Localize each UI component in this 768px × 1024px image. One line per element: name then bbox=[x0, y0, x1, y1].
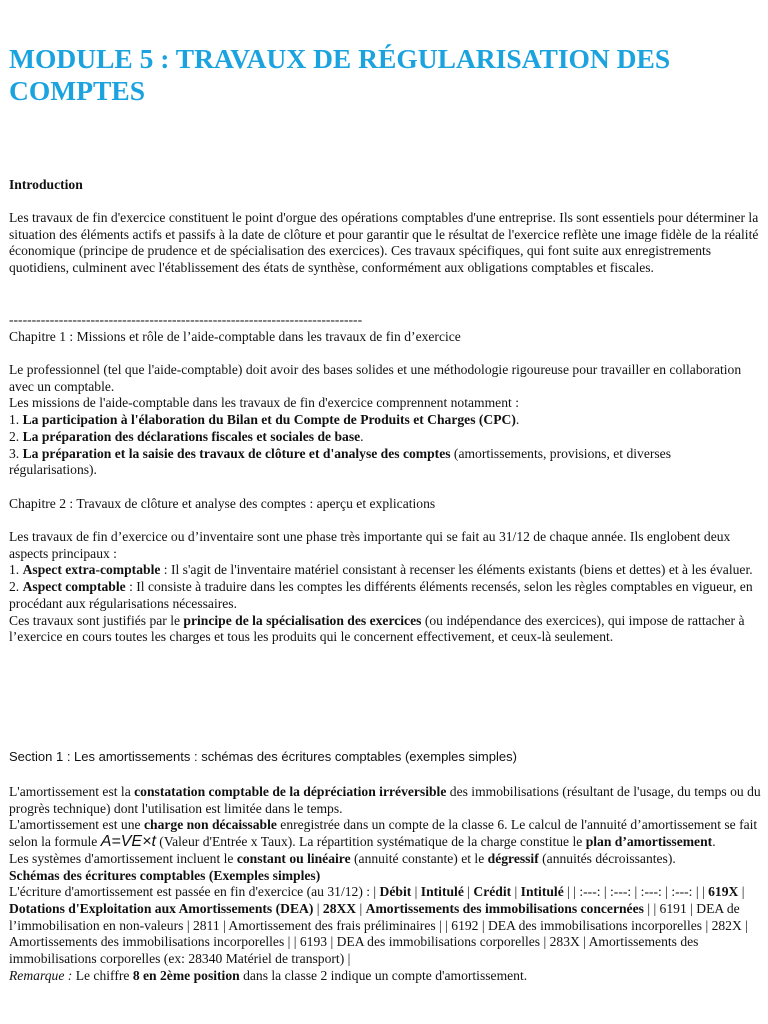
accounting-entries-table-text: L'écriture d'amortissement est passée en fin d'exercice (au 31/12) : | Débit | Intitulé | Crédit | Intitulé | | :---: | :---: | :---: | :---: | | 619X | Dotations d'Exploitation aux Amortissements (DEA) | 28XX | Amortissements des immobilisations concernées | | 6191 | DEA de l’immobilisation en non-valeurs | 2811 | Amortissement des frais préliminaires | | 6192 | DEA des immobilisations incorporelles | 282X | Amortissements des immobilisations incorporelles | | 6193 | DEA des immobilisations corporelles | 283X | Amortissements des immobilisations corporelles (ex: 28340 Matériel de transport) | bbox=[9, 884, 748, 967]
amortissement-calculation: L'amortissement est une charge non décaissable enregistrée dans un compte de la classe 6. Le calcul de l'annuité d’amortissement se fait selon la formule A=VE×t (Valeur d'Entrée x Taux). La répartition systématique de la charge constitue le plan d’amortissement. bbox=[9, 817, 758, 851]
chapter-2-paragraph: Les travaux de fin d’exercice ou d’inventaire sont une phase très importante qui se fait au 31/12 de chaque année. Ils englobent deux aspects principaux : bbox=[9, 529, 731, 561]
mission-item-2: 2. La préparation des déclarations fiscales et sociales de base. bbox=[9, 428, 364, 444]
schemas-heading: Schémas des écritures comptables (Exemples simples) bbox=[9, 867, 321, 883]
specialisation-paragraph: Ces travaux sont justifiés par le principe de la spécialisation des exercices (ou indépendance des exercices), qui impose de rattacher à l’exercice en cours toutes les charges et tous les produits qui le concernent effectivement, et ceux-là seulement. bbox=[9, 612, 745, 645]
chapter-2-heading: Chapitre 2 : Travaux de clôture et analyse des comptes : aperçu et explications bbox=[9, 496, 436, 511]
chapter-1-missions-intro: Les missions de l'aide-comptable dans les travaux de fin d'exercice comprennent notamment : bbox=[9, 395, 519, 411]
chapter-2-body bbox=[9, 529, 761, 646]
chapter-1-body bbox=[9, 362, 761, 479]
module-title: MODULE 5 : TRAVAUX DE RÉGULARISATION DES COMPTES bbox=[9, 43, 671, 106]
annuity-formula: A=VE×t bbox=[100, 833, 156, 851]
aspect-item-1: 1. Aspect extra-comptable : Il s'agit de l'inventaire matériel consistant à recenser les éléments existants (biens et dettes) et à les évaluer. bbox=[9, 562, 753, 578]
separator-line: ------------------------------------------------------------------------------ bbox=[9, 312, 363, 327]
section-1-body bbox=[9, 784, 761, 984]
chapter-1-paragraph: Le professionnel (tel que l'aide-comptable) doit avoir des bases solides et une méthodologie rigoureuse pour travailler en collaboration avec un comptable. bbox=[9, 362, 742, 394]
amortissement-systems: Les systèmes d'amortissement incluent le constant ou linéaire (annuité constante) et le dégressif (annuités décroissantes). bbox=[9, 850, 676, 866]
mission-item-3: 3. La préparation et la saisie des travaux de clôture et d'analyse des comptes (amortissements, provisions, et diverses régularisations). bbox=[9, 445, 672, 478]
remark-line: Remarque : Le chiffre 8 en 2ème position dans la classe 2 indique un compte d'amortissement. bbox=[9, 967, 528, 983]
chapter-1-heading: Chapitre 1 : Missions et rôle de l’aide-comptable dans les travaux de fin d’exercice bbox=[9, 329, 461, 344]
intro-paragraph: Les travaux de fin d'exercice constituent le point d'orgue des opérations comptables d'une entreprise. Ils sont essentiels pour déterminer la situation des éléments actifs et passifs à la date de clôture et pour garantir que le résultat de l'exercice reflète une image fidèle de la réalité économique (principe de prudence et de spécialisation des exercices). Ces travaux spécifiques, qui font suite aux enregistrements quotidiens, culminent avec l'établissement des états de synthèse, conformément aux obligations comptables et fiscales. bbox=[9, 210, 759, 276]
mission-item-1: 1. La participation à l'élaboration du Bilan et du Compte de Produits et Charges (CPC). bbox=[9, 412, 520, 428]
intro-heading: Introduction bbox=[9, 177, 83, 192]
section-1-heading: Section 1 : Les amortissements : schémas des écritures comptables (exemples simples) bbox=[9, 749, 517, 764]
amortissement-definition: L'amortissement est la constatation comptable de la dépréciation irréversible des immobilisations (résultant de l'usage, du temps ou du progrès technique) dont l'utilisation est limitée dans le temps. bbox=[9, 784, 761, 816]
aspect-item-2: 2. Aspect comptable : Il consiste à traduire dans les comptes les différents éléments recensés, selon les règles comptables en vigueur, en procédant aux régularisations nécessaires. bbox=[9, 579, 753, 611]
